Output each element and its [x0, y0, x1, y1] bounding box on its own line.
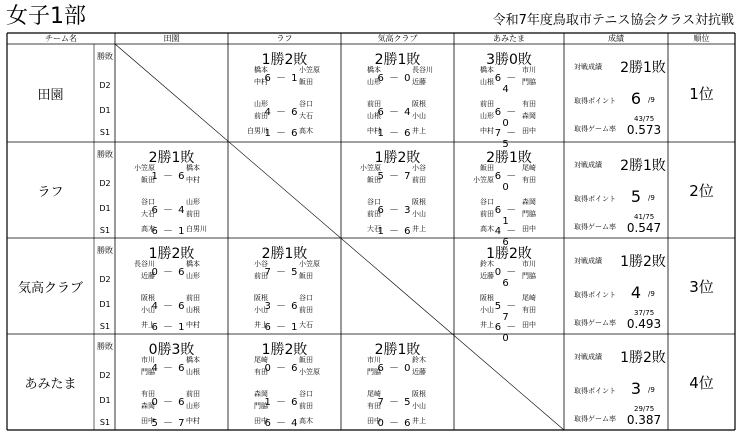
player-name: 飯田: [299, 272, 313, 280]
match-score: 6 － 1: [494, 205, 518, 227]
match-score: 6 － 1: [264, 322, 299, 333]
player-name: 前田: [186, 390, 200, 398]
player-name: 井上: [412, 127, 426, 135]
match-result: 2勝1敗: [148, 150, 195, 166]
stat-game-ratio: 37/75: [634, 309, 655, 317]
stat-label: 取得ポイント: [574, 291, 616, 299]
stat-points: 6: [630, 89, 642, 108]
player-name: 谷口: [480, 198, 494, 206]
player-name: 山根: [367, 112, 381, 120]
player-name: 中村: [186, 417, 200, 425]
stat-points: 3: [630, 379, 642, 398]
player-name: 山形: [186, 272, 200, 280]
round-label: D2: [99, 275, 111, 284]
match-score: 1 － 6: [264, 128, 299, 139]
player-name: 有田: [141, 390, 155, 398]
match-score: 5 － 7: [494, 301, 518, 323]
player-name: 前田: [299, 402, 313, 410]
player-name: 大石: [141, 210, 155, 218]
match-score: 6 － 4: [494, 73, 518, 95]
player-name: 山形: [186, 402, 200, 410]
player-name: 有田: [254, 368, 268, 376]
player-name: 谷口: [299, 390, 313, 398]
player-name: 門脇: [254, 402, 268, 410]
match-result: 2勝1敗: [261, 246, 308, 262]
match-result: 1勝2敗: [261, 342, 308, 358]
match-score: 4 － 6: [151, 363, 186, 374]
player-name: 小笠原: [360, 164, 381, 172]
player-name: 田中: [522, 321, 536, 329]
stat-game-ratio: 41/75: [634, 213, 655, 221]
player-name: 田中: [254, 417, 268, 425]
stat-points-denominator: /9: [648, 386, 655, 394]
player-name: 白男川: [186, 225, 207, 233]
stat-record: 1勝2敗: [620, 254, 666, 270]
player-name: 橋本: [480, 66, 494, 74]
column-header: チーム名: [45, 34, 77, 43]
player-name: 井上: [480, 321, 494, 329]
round-label: 勝敗: [97, 150, 113, 159]
player-name: 門脇: [522, 272, 536, 280]
column-header: 成績: [608, 34, 624, 43]
round-label: 勝敗: [97, 246, 113, 255]
match-score: 1 － 6: [377, 128, 412, 139]
match-result: 1勝2敗: [261, 52, 308, 68]
team-name: 田園: [37, 87, 64, 103]
match-score: 6 － 0: [494, 171, 518, 193]
round-label: D1: [99, 396, 111, 405]
stat-label: 取得ポイント: [574, 97, 616, 105]
stat-record: 1勝2敗: [620, 350, 666, 366]
round-label: D1: [99, 106, 111, 115]
page-subtitle: 令和7年度鳥取市テニス協会クラス対抗戦: [492, 13, 734, 28]
player-name: 小笠原: [299, 260, 320, 268]
match-score: 5 － 7: [377, 171, 412, 182]
match-score: 6 － 0: [377, 363, 412, 374]
rank: 2位: [689, 181, 714, 200]
player-name: 白男川: [247, 127, 268, 135]
match-result: 2勝1敗: [374, 52, 421, 68]
player-name: 谷口: [141, 198, 155, 206]
match-score: 6 － 0: [377, 73, 412, 84]
match-score: 1 － 6: [151, 171, 186, 182]
player-name: 飯田: [299, 356, 313, 364]
column-header: 気高クラブ: [377, 34, 418, 43]
stat-label: 取得ポイント: [574, 195, 616, 203]
player-name: 小山: [412, 112, 426, 120]
player-name: 近藤: [412, 368, 426, 376]
match-score: 6 － 1: [264, 73, 299, 84]
match-score: 5 － 7: [151, 418, 186, 429]
stat-record: 2勝1敗: [620, 158, 666, 174]
player-name: 森岡: [522, 198, 536, 206]
match-score: 0 － 6: [377, 418, 412, 429]
player-name: 門脇: [522, 78, 536, 86]
stat-game-ratio: 29/75: [634, 405, 655, 413]
rank: 4位: [689, 373, 714, 392]
stat-label: 取得ゲーム率: [574, 415, 616, 423]
player-name: 鈴木: [412, 356, 426, 364]
stat-label: 取得ゲーム率: [574, 223, 616, 231]
stat-game-rate: 0.547: [626, 221, 662, 235]
rank: 1位: [689, 84, 714, 103]
player-name: 小山: [141, 306, 155, 314]
player-name: 近藤: [141, 272, 155, 280]
player-name: 井上: [412, 225, 426, 233]
player-name: 橋本: [186, 164, 200, 172]
match-score: 0 － 6: [494, 267, 518, 289]
player-name: 阪根: [412, 390, 426, 398]
player-name: 市川: [141, 356, 155, 364]
match-score: 6 － 3: [377, 205, 412, 216]
stat-points-denominator: /9: [648, 194, 655, 202]
stat-label: 対戦成績: [574, 257, 602, 265]
player-name: 飯田: [367, 176, 381, 184]
match-result: 2勝1敗: [374, 342, 421, 358]
player-name: 阪根: [412, 198, 426, 206]
match-score: 7 － 5: [264, 267, 299, 278]
player-name: 市川: [522, 260, 536, 268]
match-score: 4 － 6: [494, 226, 518, 248]
player-name: 小笠原: [299, 368, 320, 376]
player-name: 飯田: [299, 78, 313, 86]
player-name: 高木: [299, 127, 313, 135]
player-name: 谷口: [299, 100, 313, 108]
column-header: 順位: [693, 34, 710, 43]
player-name: 高木: [480, 225, 494, 233]
player-name: 山形: [480, 112, 494, 120]
player-name: 近藤: [480, 272, 494, 280]
stat-points-denominator: /9: [648, 290, 655, 298]
match-score: 7 － 5: [494, 128, 518, 150]
player-name: 小谷: [254, 260, 268, 268]
player-name: 前田: [367, 210, 381, 218]
player-name: 中村: [367, 127, 381, 135]
player-name: 門脇: [522, 210, 536, 218]
match-score: 1 － 6: [264, 397, 299, 408]
player-name: 山形: [186, 198, 200, 206]
match-score: 6 － 4: [264, 418, 299, 429]
round-label: D2: [99, 81, 111, 90]
player-name: 飯田: [141, 176, 155, 184]
player-name: 前田: [299, 306, 313, 314]
player-name: 森岡: [254, 390, 268, 398]
round-label: S1: [99, 418, 111, 427]
player-name: 谷口: [299, 294, 313, 302]
player-name: 橋本: [186, 260, 200, 268]
player-name: 小笠原: [134, 164, 155, 172]
match-score: 4 － 6: [264, 107, 299, 118]
player-name: 小山: [480, 306, 494, 314]
player-name: 山根: [186, 368, 200, 376]
round-label: D1: [99, 204, 111, 213]
player-name: 中村: [480, 127, 494, 135]
column-header: ラフ: [276, 34, 293, 43]
player-name: 尾崎: [522, 294, 536, 302]
player-name: 前田: [254, 272, 268, 280]
player-name: 尾崎: [367, 390, 381, 398]
match-result: 0勝3敗: [148, 342, 195, 358]
round-label: D1: [99, 300, 111, 309]
match-result: 1勝2敗: [486, 246, 532, 262]
player-name: 井上: [141, 321, 155, 329]
stat-game-ratio: 43/75: [634, 115, 655, 123]
player-name: 高木: [141, 225, 155, 233]
match-score: 6 － 0: [494, 322, 518, 344]
player-name: 田中: [522, 127, 536, 135]
match-score: 0 － 6: [264, 363, 299, 374]
player-name: 山形: [367, 78, 381, 86]
rank: 3位: [689, 277, 714, 296]
player-name: 橋本: [367, 66, 381, 74]
player-name: 前田: [186, 294, 200, 302]
player-name: 小山: [412, 210, 426, 218]
player-name: 小笠原: [473, 176, 494, 184]
round-label: S1: [99, 226, 111, 235]
stat-points: 5: [630, 187, 642, 206]
player-name: 尾崎: [522, 164, 536, 172]
team-name: あみたま: [24, 376, 77, 392]
player-name: 前田: [186, 210, 200, 218]
stat-game-rate: 0.493: [626, 317, 662, 331]
player-name: 有田: [522, 176, 536, 184]
player-name: 鈴木: [480, 260, 494, 268]
player-name: 門脇: [141, 368, 155, 376]
stat-label: 取得ゲーム率: [574, 125, 616, 133]
player-name: 長谷川: [412, 66, 433, 74]
match-score: 6 － 4: [151, 205, 186, 216]
stat-record: 2勝1敗: [620, 60, 666, 76]
stat-label: 取得ゲーム率: [574, 319, 616, 327]
stat-game-rate: 0.573: [626, 123, 662, 137]
player-name: 有田: [522, 100, 536, 108]
player-name: 大石: [367, 225, 381, 233]
player-name: 小山: [254, 306, 268, 314]
player-name: 前田: [480, 210, 494, 218]
player-name: 小山: [412, 402, 426, 410]
match-result: 1勝2敗: [148, 246, 195, 262]
stat-points: 4: [630, 283, 642, 302]
player-name: 田中: [141, 417, 155, 425]
stat-points-denominator: /9: [648, 96, 655, 104]
match-score: 4 － 6: [151, 301, 186, 312]
player-name: 橋本: [254, 66, 268, 74]
player-name: 大石: [299, 321, 313, 329]
match-score: 1 － 6: [377, 226, 412, 237]
player-name: 阪根: [254, 294, 268, 302]
player-name: 小笠原: [299, 66, 320, 74]
round-label: 勝敗: [97, 342, 113, 351]
player-name: 尾崎: [254, 356, 268, 364]
match-score: 0 － 6: [151, 267, 186, 278]
player-name: 阪根: [141, 294, 155, 302]
column-header: あみたま: [493, 34, 525, 43]
player-name: 前田: [367, 100, 381, 108]
player-name: 市川: [367, 356, 381, 364]
match-score: 0 － 6: [151, 397, 186, 408]
player-name: 小谷: [412, 164, 426, 172]
stat-label: 対戦成績: [574, 161, 602, 169]
player-name: 近藤: [412, 78, 426, 86]
match-result: 1勝2敗: [374, 150, 421, 166]
player-name: 山根: [186, 306, 200, 314]
stat-label: 取得ポイント: [574, 387, 616, 395]
round-label: S1: [99, 128, 111, 137]
player-name: 市川: [522, 66, 536, 74]
player-name: 田中: [367, 417, 381, 425]
player-name: 橋本: [186, 356, 200, 364]
match-score: 6 － 0: [494, 107, 518, 129]
round-label: S1: [99, 322, 111, 331]
stat-game-rate: 0.387: [626, 413, 662, 427]
player-name: 谷口: [367, 198, 381, 206]
player-name: 森岡: [522, 112, 536, 120]
player-name: 阪根: [412, 100, 426, 108]
team-name: 気高クラブ: [17, 280, 83, 296]
stat-label: 対戦成績: [574, 63, 602, 71]
match-score: 6 － 1: [151, 322, 186, 333]
player-name: 前田: [480, 100, 494, 108]
player-name: 門脇: [367, 368, 381, 376]
team-name: ラフ: [37, 184, 64, 200]
round-label: D2: [99, 179, 111, 188]
round-label: 勝敗: [97, 52, 113, 61]
player-name: 中村: [254, 78, 268, 86]
page-title: 女子1部: [6, 4, 86, 29]
player-name: 前田: [254, 112, 268, 120]
player-name: 森岡: [141, 402, 155, 410]
player-name: 有田: [522, 306, 536, 314]
player-name: 阪根: [480, 294, 494, 302]
match-score: 6 － 4: [377, 107, 412, 118]
player-name: 大石: [299, 112, 313, 120]
column-header: 田園: [163, 34, 180, 43]
player-name: 中村: [186, 176, 200, 184]
round-label: D2: [99, 371, 111, 380]
match-result: 3勝0敗: [486, 52, 532, 68]
match-score: 3 － 6: [264, 301, 299, 312]
player-name: 井上: [412, 417, 426, 425]
player-name: 有田: [367, 402, 381, 410]
player-name: 中村: [186, 321, 200, 329]
match-score: 7 － 5: [377, 397, 412, 408]
match-result: 2勝1敗: [486, 150, 532, 166]
player-name: 飯田: [480, 164, 494, 172]
match-score: 6 － 1: [151, 226, 186, 237]
player-name: 山形: [254, 100, 268, 108]
player-name: 長谷川: [134, 260, 155, 268]
player-name: 高木: [299, 417, 313, 425]
stat-label: 対戦成績: [574, 353, 602, 361]
player-name: 前田: [412, 176, 426, 184]
player-name: 山根: [480, 78, 494, 86]
player-name: 井上: [254, 321, 268, 329]
player-name: 田中: [522, 225, 536, 233]
